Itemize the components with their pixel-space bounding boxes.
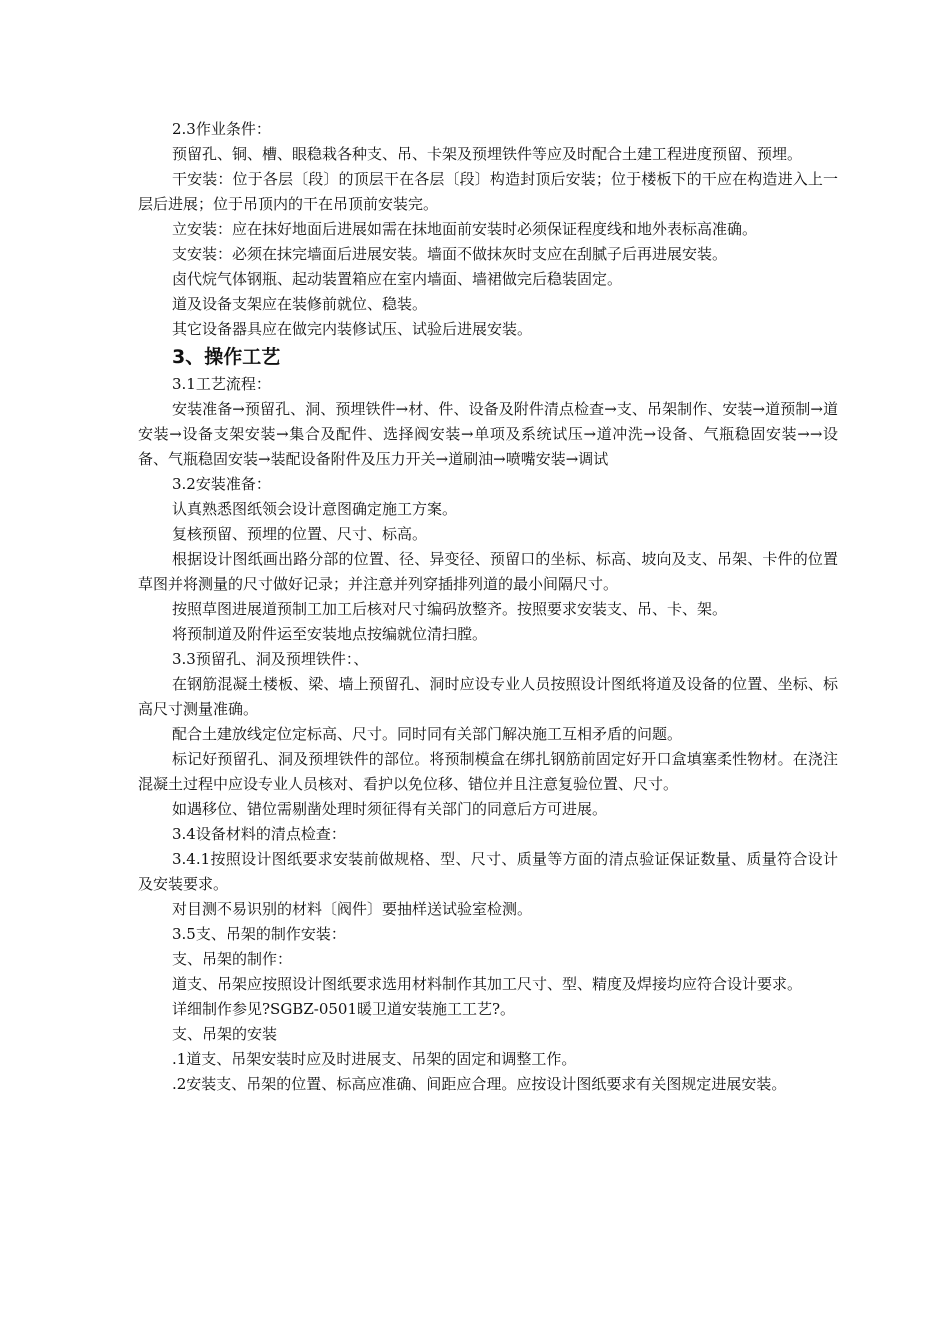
paragraph: 其它设备器具应在做完内装修试压、试验后进展安装。 bbox=[172, 320, 533, 338]
paragraph: 3.4.1按照设计图纸要求安装前做规格、型、尺寸、质量等方面的清点验证保证数量、质量符合设计及安装要求。 bbox=[138, 850, 838, 893]
paragraph: .1道支、吊架安装时应及时进展支、吊架的固定和调整工作。 bbox=[172, 1050, 577, 1068]
paragraph: 复核预留、预埋的位置、尺寸、标高。 bbox=[172, 525, 428, 543]
paragraph: 干安装：位于各层〔段〕的顶层干在各层〔段〕构造封顶后安装；位于楼板下的干应在构造进入上一层后进展；位于吊顶内的干在吊顶前安装完。 bbox=[138, 170, 838, 213]
paragraph: 卤代烷气体钢瓶、起动装置箱应在室内墙面、墙裙做完后稳装固定。 bbox=[172, 270, 623, 288]
paragraph: 标记好预留孔、洞及预埋铁件的部位。将预制模盒在绑扎钢筋前固定好开口盒填塞柔性物材。在浇注混凝土过程中应设专业人员核对、看护以免位移、错位并且注意复验位置、尺寸。 bbox=[138, 750, 838, 793]
section-heading: 3、操作工艺 bbox=[172, 346, 281, 368]
paragraph: 3.2安装准备： bbox=[172, 475, 271, 493]
paragraph: 预留孔、铜、槽、眼稳栽各种支、吊、卡架及预埋铁件等应及时配合土建工程进度预留、预埋。 bbox=[172, 145, 803, 163]
paragraph: 如遇移位、错位需剔凿处理时须征得有关部门的同意后方可进展。 bbox=[172, 800, 608, 818]
paragraph: 配合土建放线定位定标高、尺寸。同时同有关部门解决施工互相矛盾的问题。 bbox=[172, 725, 683, 743]
paragraph: 详细制作参见?SGBZ-0501暖卫道安装施工工艺?。 bbox=[172, 1000, 516, 1018]
paragraph: 在钢筋混凝土楼板、梁、墙上预留孔、洞时应设专业人员按照设计图纸将道及设备的位置、坐标、标高尺寸测量准确。 bbox=[138, 675, 838, 718]
paragraph: 根据设计图纸画出路分部的位置、径、异变径、预留口的坐标、标高、坡向及支、吊架、卡件的位置草图并将测量的尺寸做好记录；并注意并列穿插排列道的最小间隔尺寸。 bbox=[138, 550, 838, 593]
paragraph: 3.5支、吊架的制作安装： bbox=[172, 925, 346, 943]
paragraph: 安装准备→预留孔、洞、预埋铁件→材、件、设备及附件清点检查→支、吊架制作、安装→道预制→道安装→设备支架安装→集合及配件、选择阀安装→单项及系统试压→道冲洗→设备、气瓶稳固安装→→设备、气瓶稳固安装→装配设备附件及压力开关→道刷油→喷嘴安装→调试 bbox=[138, 400, 838, 468]
paragraph: 道支、吊架应按照设计图纸要求选用材料制作其加工尺寸、型、精度及焊接均应符合设计要求。 bbox=[172, 975, 803, 993]
paragraph: 3.4设备材料的清点检查： bbox=[172, 825, 346, 843]
paragraph: 支、吊架的安装 bbox=[172, 1025, 278, 1043]
paragraph: 3.1工艺流程： bbox=[172, 375, 271, 393]
paragraph: 认真熟悉图纸领会设计意图确定施工方案。 bbox=[172, 500, 458, 518]
paragraph: 对目测不易识别的材料〔阀件〕要抽样送试验室检测。 bbox=[172, 900, 533, 918]
paragraph: 道及设备支架应在装修前就位、稳装。 bbox=[172, 295, 428, 313]
paragraph: .2安装支、吊架的位置、标高应准确、间距应合理。应按设计图纸要求有关图规定进展安装。 bbox=[172, 1075, 787, 1093]
paragraph: 支安装：必须在抹完墙面后进展安装。墙面不做抹灰时支应在刮腻子后再进展安装。 bbox=[172, 245, 728, 263]
paragraph: 将预制道及附件运至安装地点按编就位清扫膛。 bbox=[172, 625, 488, 643]
paragraph: 立安装：应在抹好地面后进展如需在抹地面前安装时必须保证程度线和地外表标高准确。 bbox=[172, 220, 758, 238]
document-page bbox=[138, 117, 838, 1097]
paragraph: 支、吊架的制作： bbox=[172, 950, 293, 968]
paragraph: 3.3预留孔、洞及预埋铁件：、 bbox=[172, 650, 369, 668]
paragraph: 2.3作业条件： bbox=[172, 120, 271, 138]
paragraph: 按照草图进展道预制工加工后核对尺寸编码放整齐。按照要求安装支、吊、卡、架。 bbox=[172, 600, 728, 618]
